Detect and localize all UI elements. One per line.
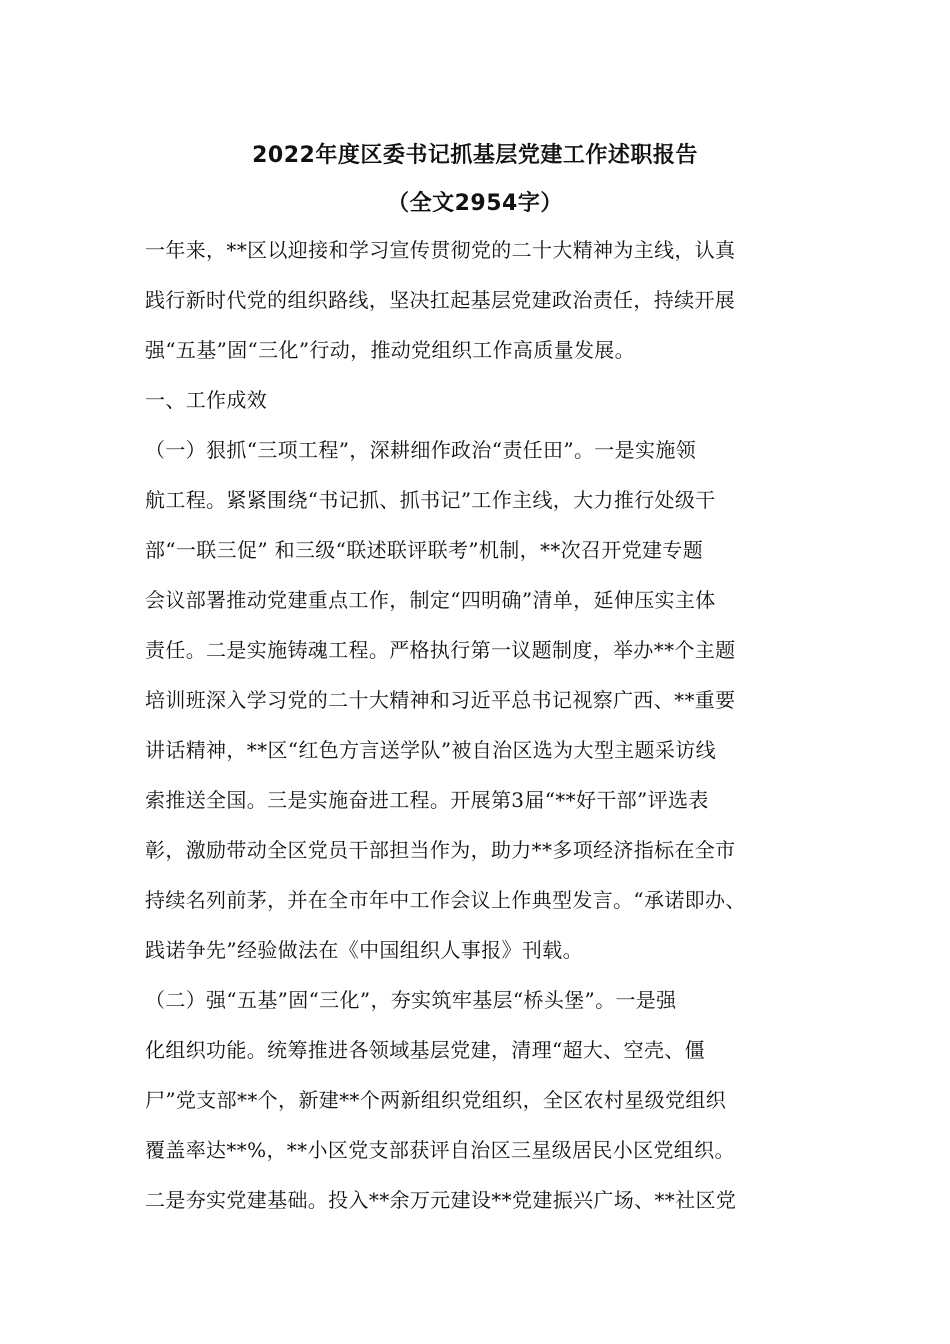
section-heading: 一、工作成效 — [145, 388, 268, 412]
body-line: 讲话精神，**区“红色方言送学队”被自治区选为大型主题采访线 — [145, 738, 716, 762]
body-line: 会议部署推动党建重点工作，制定“四明确”清单，延伸压实主体 — [145, 588, 716, 612]
body-line: （二）强“五基”固“三化”，夯实筑牢基层“桥头堡”。一是强 — [145, 988, 677, 1012]
document-subtitle: （全文2954字） — [387, 191, 563, 216]
body-line: 航工程。紧紧围绕“书记抓、抓书记”工作主线，大力推行处级干 — [145, 488, 716, 512]
body-line: 责任。二是实施铸魂工程。严格执行第一议题制度，举办**个主题 — [145, 638, 736, 662]
body-line: 二是夯实党建基础。投入**余万元建设**党建振兴广场、**社区党 — [145, 1188, 737, 1212]
body-line: 化组织功能。统筹推进各领域基层党建，清理“超大、空壳、僵 — [145, 1038, 706, 1062]
body-line: 强“五基”固“三化”行动，推动党组织工作高质量发展。 — [145, 338, 635, 362]
body-line: 部“一联三促” 和三级“联述联评联考”机制，**次召开党建专题 — [145, 538, 704, 562]
body-line: 践诺争先”经验做法在《中国组织人事报》刊载。 — [145, 938, 583, 962]
document-title: 2022年度区委书记抓基层党建工作述职报告 — [252, 143, 698, 168]
document-body — [145, 234, 825, 1234]
body-line: 持续名列前茅，并在全市年中工作会议上作典型发言。“承诺即办、 — [145, 888, 746, 912]
body-line: （一）狠抓“三项工程”，深耕细作政治“责任田”。一是实施领 — [145, 438, 697, 462]
body-line: 践行新时代党的组织路线，坚决扛起基层党建政治责任，持续开展 — [145, 288, 736, 312]
body-line: 彰，激励带动全区党员干部担当作为，助力**多项经济指标在全市 — [145, 838, 736, 862]
body-line: 培训班深入学习党的二十大精神和习近平总书记视察广西、**重要 — [145, 688, 736, 712]
body-line: 索推送全国。三是实施奋进工程。开展第3届“**好干部”评选表 — [145, 788, 709, 812]
body-line: 覆盖率达**%，**小区党支部获评自治区三星级居民小区党组织。 — [145, 1138, 735, 1162]
body-line: 一年来，**区以迎接和学习宣传贯彻党的二十大精神为主线，认真 — [145, 238, 736, 262]
body-line: 尸”党支部**个，新建**个两新组织党组织，全区农村星级党组织 — [145, 1088, 727, 1112]
